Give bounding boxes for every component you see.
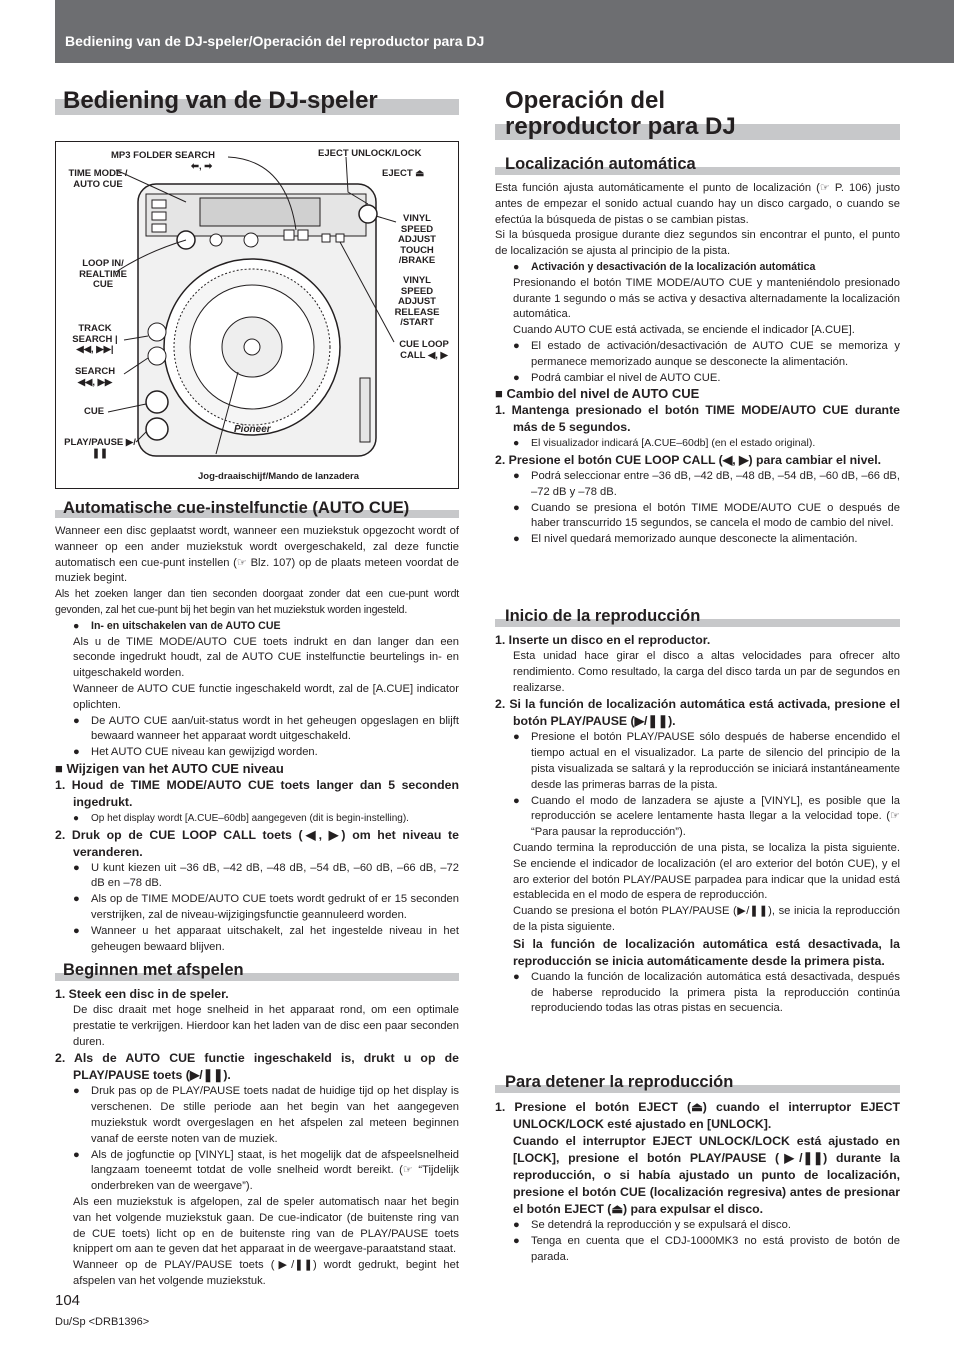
nl-step-2: 2. Druk op de CUE LOOP CALL toets (◀, ▶) om het niveau te veranderen. bbox=[55, 827, 459, 859]
label-search: SEARCH ◀◀, ▶▶ bbox=[74, 366, 116, 388]
page-title-es-line2: reproductor para DJ bbox=[505, 113, 736, 140]
es-play-bold-note: Si la función de localización automática está desactivada, la reproducción se inicia automáticamente desde la primera pista. bbox=[513, 936, 900, 968]
nl-onoff-head: In- en uitschakelen van de AUTO CUE bbox=[91, 619, 281, 632]
es-onoff-text2: Cuando AUTO CUE está activada, se enciende el indicador [A.CUE]. bbox=[513, 324, 855, 337]
label-mp3-arrows: ⬅, ➡ bbox=[191, 161, 213, 172]
es-stop-step-1-bold: Cuando el interruptor EJECT UNLOCK/LOCK está ajustado en [LOCK], presione el botón PLAY/PAUSE (▶/❚❚) durante la reproducción, o si había ajustado un punto de localización, presione el botón CUE (localización regresiva) antes de presionar el botón EJECT (⏏) para expulsar el disco. bbox=[513, 1134, 900, 1216]
label-cue-loop-call: CUE LOOP CALL ◀, ▶ bbox=[399, 339, 449, 361]
nl-onoff-b1: De AUTO CUE aan/uit-status wordt in het geheugen opgeslagen en blijft bewaard wanneer het apparaat wordt uitgeschakeld. bbox=[91, 714, 459, 743]
nl-step-2-b2: Als op de TIME MODE/AUTO CUE toets wordt gedrukt of er 15 seconden verstrijken, zal de niveau-wijzigingsfunctie geannuleerd worden. bbox=[91, 893, 459, 921]
nl-onoff-text2: Wanneer de AUTO CUE functie ingeschakeld wordt, zal de [A.CUE] indicator oplichten. bbox=[73, 682, 459, 711]
nl-intro-2: Als het zoeken langer dan tien seconden doorgaat zonder dat een cue-punt wordt gevonden, zal het cue-punt bij het begin van het muziekstuk worden ingesteld. bbox=[55, 588, 459, 616]
es-play-b2: Cuando el modo de lanzadera se ajuste a [VINYL], es posible que la reproducción se acelere lentamente hasta llegar a la velocidad tope. (☞ “Para pausar la reproducción”). bbox=[531, 794, 900, 839]
section-title-nl-autocue: Automatische cue-instelfunctie (AUTO CUE) bbox=[63, 499, 410, 517]
page-title-es bbox=[505, 88, 736, 140]
es-level-head: Cambio del nivel de AUTO CUE bbox=[506, 386, 700, 402]
es-intro-2: Si la búsqueda prosigue durante diez segundos sin encontrar el punto, el punto de localización se ajusta al principio de la pista. bbox=[495, 229, 900, 258]
nl-play-step-2: 2. Als de AUTO CUE functie ingeschakeld is, drukt u op de PLAY/PAUSE toets (▶/❚❚). bbox=[55, 1051, 459, 1083]
es-stop-body: 1. Presione el botón EJECT (⏏) cuando el interruptor EJECT UNLOCK/LOCK esté ajustado en [UNLOCK]. Cuando el interruptor EJECT UNLOCK/LOCK está ajustado en [LOCK], presione el botón PLAY/PAUSE (▶/❚❚) durante la reproducción, o si había ajustado un punto de localización, presione el botón CUE (localización regresiva) antes de presionar el botón EJECT (⏏) para expulsar el disco. ● Se detendrá la reproducción y se expulsará el disco. ● Tenga en cuenta que el CDJ-1000MK3 no está provisto de botón de parada. bbox=[495, 1100, 900, 1263]
nl-play-b1: Druk pas op de PLAY/PAUSE toets nadat de huidige tijd op het display is verschenen. De stille periode aan het begin van het aangegeven muziekstuk wordt overgeslagen en het afspelen zal meteen beginnen vanaf de eerste noten van de muziek. bbox=[91, 1085, 459, 1145]
section-title-es-auto: Localización automática bbox=[505, 155, 696, 173]
es-play-step-2: 2. Si la función de localización automática está activada, presione el botón PLAY/PAUSE (▶/❚❚). bbox=[495, 697, 900, 729]
nl-play-body: 1. Steek een disc in de speler. De disc draait met hoge snelheid in het apparaat rond, om een optimale prestatie te verkrijgen. Hierdoor kan het laden van de disc een paar seconden duren. 2. Als de AUTO CUE functie ingeschakeld is, drukt u op de PLAY/PAUSE toets (▶/❚❚). ● Druk pas op de PLAY/PAUSE toets nadat de huidige tijd op het display is verschenen. De stille periode aan het begin van het aangegeven muziekstuk wordt overgeslagen en het afspelen zal meteen beginnen vanaf de eerste noten van de muziek. ● Als de jogfunctie op [VINYL] staat, is het mogelijk dat de afspeelsnelheid langzaam toeneemt totdat de volle snelheid wordt bereikt. (☞ “Tijdelijk onderbreken van de weergave”). Als een muziekstuk is afgelopen, zal de speler automatisch naar het begin van het volgende muziekstuk gaan. De cue-indicator (de buitenste ring van de CUE toets) licht op en de buitenste ring van de PLAY/PAUSE toets knippert om aan te geven dat het apparaat in de weergave-paraatstand staat. Wanneer op de PLAY/PAUSE toets (▶/❚❚) wordt gedrukt, begint het afspelen van het volgende muziekstuk. bbox=[55, 986, 459, 1290]
label-eject-unlock-lock: EJECT UNLOCK/LOCK bbox=[318, 148, 422, 159]
es-intro-1: Esta función ajusta automáticamente el punto de localización (☞ P. 106) justo antes de empezar el sonido actual cuando hay un disco cargado, o cuando se efectúa la búsqueda de pistas o se cambian pistas. bbox=[495, 182, 900, 226]
label-time-mode: TIME MODE / AUTO CUE bbox=[68, 168, 128, 190]
nl-onoff-b2: Het AUTO CUE niveau kan gewijzigd worden. bbox=[91, 746, 318, 759]
es-play-bold-note-b1: Cuando la función de localización automática está desactivada, después de haberse reproducido la primera pista la reproducción continúa reproduciendo todas las otras pistas en secuencia. bbox=[531, 970, 900, 1015]
es-play-b1: Presione el botón PLAY/PAUSE sólo después de haberse encendido el tiempo actual en el visualizador. La parte de silencio del principio de la pista visualizada se saltará y la reproducción se iniciará instantáneamente desde las primeras barras de la pista. bbox=[531, 731, 900, 791]
header-title: Bediening van de DJ-speler/Operación del reproductor para DJ bbox=[65, 33, 485, 49]
nl-step-1: 1. Houd de TIME MODE/AUTO CUE toets langer dan 5 seconden ingedrukt. bbox=[55, 777, 459, 809]
es-play-step-1-text: Esta unidad hace girar el disco a altas velocidades para ofrecer alto rendimiento. Como resultado, la carga del disco tarda un par de segundos en realizarse. bbox=[513, 650, 900, 694]
nl-onoff-text: Als u de TIME MODE/AUTO CUE toets indrukt en dan langer dan een seconde ingedrukt houdt, zal de AUTO CUE instelfunctie beurtelings in- en uitgeschakeld worden. bbox=[73, 635, 459, 680]
es-play-step-1: 1. Inserte un disco en el reproductor. bbox=[495, 633, 711, 647]
label-eject: EJECT ⏏ bbox=[382, 168, 425, 179]
es-onoff-b2: Podrá cambiar el nivel de AUTO CUE. bbox=[531, 371, 721, 384]
label-loop-in: LOOP IN/ REALTIME CUE bbox=[79, 258, 127, 290]
es-step-1: 1. Mantenga presionado el botón TIME MODE/AUTO CUE durante más de 5 segundos. bbox=[495, 403, 900, 435]
label-track-search: TRACK SEARCH |◀◀, ▶▶| bbox=[72, 323, 118, 355]
label-jog: Jog-draaischijf/Mando de lanzadera bbox=[198, 471, 360, 482]
label-cue: CUE bbox=[84, 406, 105, 417]
page-number: 104 bbox=[55, 1292, 81, 1309]
nl-play-b2: Als de jogfunctie op [VINYL] staat, is het mogelijk dat de afspeelsnelheid langzaam toeneemt totdat de volle snelheid wordt bereikt. (☞ “Tijdelijk onderbreken van de weergave”). bbox=[91, 1148, 459, 1193]
nl-step-2-b3: Wanneer u het apparaat uitschakelt, zal het ingestelde niveau in het geheugen bewaard blijven. bbox=[91, 924, 459, 953]
nl-play-step-1: 1. Steek een disc in de speler. bbox=[55, 987, 229, 1001]
nl-autocue-body: Wanneer een disc geplaatst wordt, wanneer een muziekstuk opgezocht wordt of wanneer op een ander muziekstuk wordt overgeschakeld, zal deze functie automatisch een cue-punt instellen (☞ Blz. 107) op de plaats meteen voordat de muziek begint. Als het zoeken langer dan tien seconden doorgaat zonder dat een cue-punt wordt gevonden, zal het cue-punt bij het begin van het muziekstuk worden ingesteld. ● In- en uitschakelen van de AUTO CUE Als u de TIME MODE/AUTO CUE toets indrukt en dan langer dan een seconde ingedrukt houdt, zal de AUTO CUE instelfunctie beurtelings in- en uitgeschakeld worden. Wanneer de AUTO CUE functie ingeschakeld wordt, zal de [A.CUE] indicator oplichten. ● De AUTO CUE aan/uit-status wordt in het geheugen opgeslagen en blijft bewaard wanneer het apparaat wordt uitgeschakeld. ● Het AUTO CUE niveau kan gewijzigd worden. ■ Wijzigen van het AUTO CUE niveau 1. Houd de TIME MODE/AUTO CUE toets langer dan 5 seconden ingedrukt. ● Op het display wordt [A.CUE–60db] aangegeven (dit is begin-instelling). 2. Druk op de CUE LOOP CALL toets (◀, ▶) om het niveau te veranderen. ● U kunt kiezen uit –36 dB, –42 dB, –48 dB, –54 dB, –60 dB, –66 dB, –72 dB en –78 dB. ● Als op de TIME MODE/AUTO CUE toets wordt gedrukt of er 15 seconden verstrijken, zal de niveau-wijzigingsfunctie geannuleerd worden. ● Wanneer u het apparaat uitschakelt, zal het ingestelde niveau in het geheugen bewaard blijven. bbox=[55, 525, 459, 953]
section-title-es-play: Inicio de la reproducción bbox=[505, 607, 701, 625]
label-vinyl-release: VINYL SPEED ADJUST RELEASE /START bbox=[394, 275, 440, 328]
es-play-body: 1. Inserte un disco en el reproductor. Esta unidad hace girar el disco a altas velocidades para ofrecer alto rendimiento. Como resultado, la carga del disco tarda un par de segundos en realizarse. 2. Si la función de localización automática está activada, presione el botón PLAY/PAUSE (▶/❚❚). ● Presione el botón PLAY/PAUSE sólo después de haberse encendido el tiempo actual en el visualizador. La parte de silencio del principio de la pista visualizada se saltará y la reproducción se iniciará instantáneamente desde las primeras barras de la pista. ● Cuando el modo de lanzadera se ajuste a [VINYL], es posible que la reproducción se acelere lentamente hasta llegar a la velocidad tope. (☞ “Para pausar la reproducción”). Cuando termina la reproducción de una pista, se localiza la pista siguiente. Se enciende el indicador de localización (el aro exterior del botón CUE), y el aro exterior del botón PLAY/PAUSE parpadea para indicar que la unidad está establecida en el modo de espera de reproducción. Cuando se presiona el botón PLAY/PAUSE (▶/❚❚), se inicia la reproducción de la pista siguiente. Si la función de localización automática está desactivada, la reproducción se inicia automáticamente desde la primera pista. ● Cuando la función de localización automática está desactivada, después de haberse reproducido la primera pista la reproducción continúa reproduciendo todas las otras pistas en secuencia. bbox=[495, 633, 900, 1015]
label-play-pause: PLAY/PAUSE ▶/❚❚ bbox=[64, 437, 136, 459]
nl-play-text-2: Wanneer op de PLAY/PAUSE toets (▶/❚❚) wordt gedrukt, begint het afspelen van het volgende muziekstuk. bbox=[73, 1259, 459, 1287]
section-title-es-stop: Para detener la reproducción bbox=[505, 1073, 734, 1091]
es-onoff-b1: El estado de activación/desactivación de AUTO CUE se memoriza y permanece memorizado aunque se desconecte la alimentación. bbox=[531, 339, 900, 368]
es-stop-b1: Se detendrá la reproducción y se expulsará el disco. bbox=[531, 1219, 791, 1231]
nl-intro-1: Wanneer een disc geplaatst wordt, wanneer een muziekstuk opgezocht wordt of wanneer op een ander muziekstuk wordt overgeschakeld, zal deze functie automatisch een cue-punt instellen (☞ Blz. 107) op de plaats meteen voordat de muziek begint. bbox=[55, 525, 459, 585]
es-auto-body: Esta función ajusta automáticamente el punto de localización (☞ P. 106) justo antes de empezar el sonido actual cuando hay un disco cargado, o cuando se efectúa la búsqueda de pistas o se cambian pistas. Si la búsqueda prosigue durante diez segundos sin encontrar el punto, el punto de localización se ajusta al principio de la pista. ● Activación y desactivación de la localización automática Presionando el botón TIME MODE/AUTO CUE y manteniéndolo presionado durante 1 segundo o más se activa y desactiva alternadamente la localización automática. Cuando AUTO CUE está activada, se enciende el indicador [A.CUE]. ● El estado de activación/desactivación de AUTO CUE se memoriza y permanece memorizado aunque se desconecte la alimentación. ● Podrá cambiar el nivel de AUTO CUE. ■ Cambio del nivel de AUTO CUE 1. Mantenga presionado el botón TIME MODE/AUTO CUE durante más de 5 segundos. ● El visualizador indicará [A.CUE–60db] (en el estado original). 2. Presione el botón CUE LOOP CALL (◀, ▶) para cambiar el nivel. ● Podrá seleccionar entre –36 dB, –42 dB, –48 dB, –54 dB, –60 dB, –66 dB, –72 dB y –78 dB. ● Cuando se presiona el botón TIME MODE/AUTO CUE o después de haber transcurrido 15 segundos, se cancela el modo de cambio del nivel. ● El nivel quedará memorizado aunque desconecte la alimentación. bbox=[495, 182, 900, 546]
nl-play-text-1: Als een muziekstuk is afgelopen, zal de speler automatisch naar het begin van het volgende muziekstuk gaan. De cue-indicator (de buitenste ring van de CUE toets) licht op en de buitenste ring van de PLAY/PAUSE toets knippert om aan te geven dat het apparaat in de weergave-paraatstand staat. bbox=[73, 1195, 459, 1256]
nl-play-step-1-text: De disc draait met hoge snelheid in het apparaat rond, om een optimale prestatie te verkrijgen. Hierdoor kan het laden van de disc een paar seconden duren. bbox=[73, 1004, 459, 1048]
brand-logo: Pioneer bbox=[234, 424, 271, 435]
label-mp3-folder-search: MP3 FOLDER SEARCH bbox=[111, 150, 215, 161]
nl-step-1-b1: Op het display wordt [A.CUE–60db] aangegeven (dit is begin-instelling). bbox=[91, 812, 409, 824]
section-title-nl-play: Beginnen met afspelen bbox=[63, 961, 244, 979]
es-step-2-b2: Cuando se presiona el botón TIME MODE/AUTO CUE o después de haber transcurrido 15 segundos, se cancela el modo de cambio del nivel. bbox=[531, 501, 900, 530]
nl-level-head: Wijzigen van het AUTO CUE niveau bbox=[66, 760, 284, 776]
es-onoff-head: Activación y desactivación de la localización automática bbox=[531, 260, 816, 273]
es-step-2-b1: Podrá seleccionar entre –36 dB, –42 dB, –48 dB, –54 dB, –60 dB, –66 dB, –72 dB y –78 dB. bbox=[531, 469, 900, 498]
es-play-text-1: Cuando termina la reproducción de una pista, se localiza la pista siguiente. Se enciende el indicador de localización (el aro exterior del botón CUE), y el aro exterior del botón PLAY/PAUSE parpadea para indicar que la unidad está establecida en el modo de espera de reproducción. bbox=[513, 841, 900, 902]
es-onoff-text: Presionando el botón TIME MODE/AUTO CUE y manteniéndolo presionado durante 1 segundo o más se activa y desactiva alternadamente la localización automática. bbox=[513, 276, 900, 321]
es-step-2: 2. Presione el botón CUE LOOP CALL (◀, ▶) para cambiar el nivel. bbox=[495, 452, 882, 467]
header-bar bbox=[55, 0, 954, 63]
page-title-nl: Bediening van de DJ-speler bbox=[63, 87, 378, 114]
es-step-2-b3: El nivel quedará memorizado aunque desconecte la alimentación. bbox=[531, 533, 858, 546]
es-stop-b2: Tenga en cuenta que el CDJ-1000MK3 no está provisto de botón de parada. bbox=[531, 1234, 900, 1263]
player-diagram bbox=[55, 141, 459, 489]
nl-step-2-b1: U kunt kiezen uit –36 dB, –42 dB, –48 dB, –54 dB, –60 dB, –66 dB, –72 dB en –78 dB. bbox=[91, 861, 459, 890]
es-stop-step-1: 1. Presione el botón EJECT (⏏) cuando el interruptor EJECT UNLOCK/LOCK esté ajustado en [UNLOCK]. bbox=[495, 1100, 900, 1131]
es-play-text-2: Cuando se presiona el botón PLAY/PAUSE (▶/❚❚), se inicia la reproducción de la pista siguiente. bbox=[513, 905, 900, 933]
document-code: Du/Sp <DRB1396> bbox=[55, 1316, 150, 1328]
label-vinyl-touch: VINYL SPEED ADJUST TOUCH /BRAKE bbox=[397, 213, 436, 266]
page-title-es-line1: Operación del bbox=[505, 87, 666, 114]
es-step-1-b1: El visualizador indicará [A.CUE–60db] (en el estado original). bbox=[531, 437, 816, 450]
